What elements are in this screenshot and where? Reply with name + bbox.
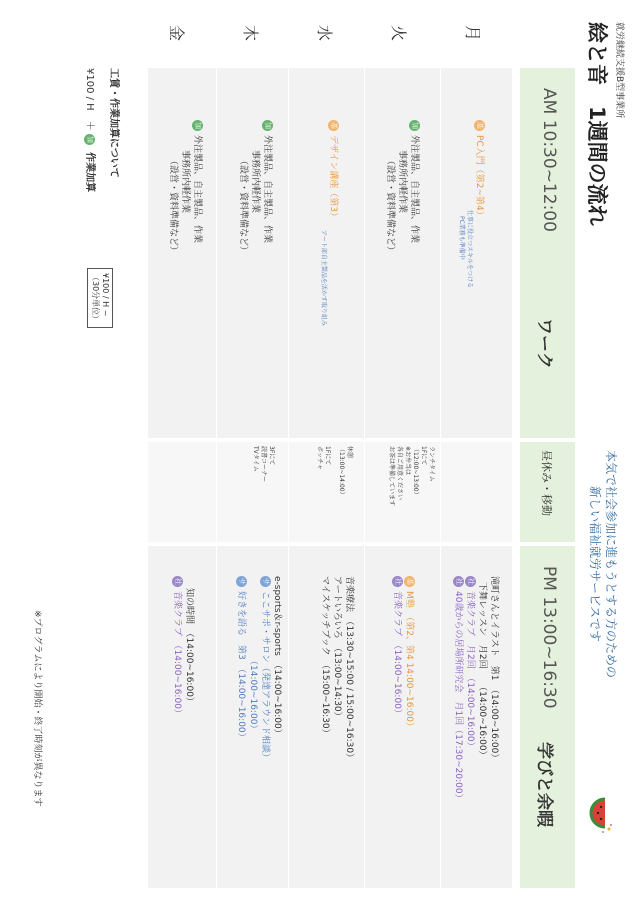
thu-pm-3: （14:00~16:00）: [248, 656, 258, 734]
am-header: [520, 68, 575, 438]
mon-pm-4: 40歳からの居場所研究会 月1回（17:30~20:00）: [453, 591, 463, 803]
tag-sh-icon: 社: [455, 578, 463, 585]
tue-am: [384, 120, 420, 255]
tag-ka-icon: 加: [194, 122, 202, 129]
row-divider: [440, 68, 441, 888]
tue-break-1: ランチタイム: [428, 446, 435, 482]
formula-right: 作業加算: [84, 152, 95, 193]
tue-break-5: 各自ご用意ください: [396, 446, 403, 501]
price-box: [87, 268, 113, 328]
thu-am-2: 事務所内軽作業: [250, 150, 260, 214]
day-wed: 水: [315, 24, 334, 41]
tag-ka-icon: 加: [411, 122, 419, 129]
wed-pm-1: 音楽療法 （13:30~15:00 / 15:00~16:30）: [344, 576, 354, 763]
break-header: [520, 442, 575, 542]
mon-pm-2: 下舞レッスン 月2回 （14:00~16:00）: [477, 582, 487, 760]
tag-ka-icon: 加: [264, 122, 272, 129]
wed-am: [319, 120, 339, 326]
footer-note: ※プログラムにより開始・終了時刻が異なります: [32, 610, 42, 807]
tue-am-1: 外注製品、自主製品、作業: [409, 135, 419, 244]
tag-ki-icon: 基: [476, 122, 484, 129]
mon-pm-1: 滝町さんとイラスト 第1 （14:00~16:00）: [489, 576, 499, 763]
footer-title: 工賃・作業加算について: [108, 68, 119, 178]
tag-sa-icon: サ: [262, 578, 270, 585]
thu-break-3: TVタイム: [252, 446, 259, 472]
pm-label: 学びと余暇: [534, 742, 554, 827]
tue-break-4: ※お弁当は: [404, 446, 411, 476]
am-label: ワーク: [534, 318, 554, 369]
am-time: AM 10:30~12:00: [539, 88, 559, 232]
tue-break-2: 1Fにて: [420, 446, 427, 466]
thu-am-1: 外注製品、自主製品、作業: [262, 135, 272, 244]
tue-break-3: （12:00~13:00）: [412, 446, 419, 498]
tue-pm-1: M塾 （第2、第4 14:00~16:00）: [404, 591, 414, 731]
thu-pm-2: ここサポ・サロン（発達アラウンド相談）: [260, 591, 270, 763]
tue-pm-2: 音楽クラブ （14:00~16:00）: [392, 591, 402, 718]
tue-am-3: （設営・資料準備など）: [385, 156, 395, 256]
formula-left: ¥100 / H ＋: [84, 68, 95, 131]
wed-am-note: アート部自主製品を活かす取り組み: [320, 230, 327, 326]
price-box-1: ¥100 / H ~: [101, 273, 110, 317]
day-thu: 木: [241, 24, 260, 41]
footer: [108, 68, 123, 178]
mon-pm: [452, 576, 500, 803]
tag-sh-icon: 社: [394, 578, 402, 585]
mon-am-note-1: 仕事に役立つスキルをつける: [466, 210, 473, 288]
tag-sa-icon: サ: [238, 578, 246, 585]
wed-pm-3: マイスケッチブック （15:00~16:30）: [320, 576, 330, 738]
wed-pm-2: アートいろいろ （13:00~14:30）: [332, 576, 342, 721]
thu-am: [237, 120, 273, 255]
footer-formula: [84, 68, 99, 192]
price-box-2: （30分単位）: [91, 273, 100, 324]
break-label: 昼休み・移動: [540, 450, 553, 516]
fri-am-2: 事務所内軽作業: [180, 150, 190, 214]
tag-ki-icon: 基: [330, 122, 338, 129]
thu-break-1: 3Fにて: [268, 446, 275, 466]
page-title: 絵と音 1週間の流れ: [585, 22, 609, 226]
tag-sh-icon: 社: [467, 578, 475, 585]
tue-break-6: お茶は準備しています: [388, 446, 395, 507]
thu-pm-1: e-sports＆r-sports （14:00~16:00）: [272, 576, 282, 738]
tagline-line-2: 新しい福祉就労サービスです: [588, 486, 602, 643]
tag-ka-icon: 加: [86, 135, 95, 143]
thu-pm: [235, 576, 283, 762]
org-name: 就労継続支援B型事業所: [614, 22, 624, 119]
wed-pm: [319, 576, 355, 762]
tagline: [587, 450, 619, 678]
pm-time: PM 13:00~16:30: [539, 566, 559, 709]
thu-break: [251, 446, 275, 482]
fri-am: [167, 120, 203, 255]
mon-am: [457, 120, 485, 288]
fri-pm: [171, 576, 195, 718]
wed-break-2: （13:00~14:00）: [338, 446, 345, 498]
tag-ki-icon: 基: [406, 578, 414, 585]
mon-am-note-2: PC業務も準備中: [458, 216, 465, 260]
pm-header: [520, 546, 575, 888]
tue-break: [387, 446, 435, 506]
thu-pm-4: 好きを語る 第3 （14:00~16:00）: [236, 591, 246, 742]
wed-break-1: 休憩: [346, 446, 353, 459]
mon-am-text: PC入門（第2~第4）: [474, 135, 484, 220]
row-divider: [364, 68, 365, 888]
day-fri: 金: [167, 24, 186, 41]
fri-am-3: （設営・資料準備など）: [168, 156, 178, 256]
watermelon-logo: [579, 795, 613, 835]
day-tue: 火: [389, 24, 408, 41]
fri-am-1: 外注製品、自主製品、作業: [192, 135, 202, 244]
tagline-line-1: 本気で社会参加に進もうとする方のための: [604, 450, 618, 679]
row-divider: [288, 68, 289, 888]
fri-pm-1: 知の時間 （14:00~16:00）: [184, 588, 194, 706]
wed-am-text: デザイン講座（第3）: [328, 135, 338, 222]
wed-break-4: ボッチャ: [316, 446, 323, 470]
row-divider: [216, 68, 217, 888]
wed-break: [315, 446, 353, 498]
thu-break-2: 読書コーナー: [260, 446, 267, 483]
tue-am-2: 事務所内軽作業: [397, 150, 407, 214]
wed-break-3: 1Fにて: [324, 446, 331, 466]
day-mon: 月: [463, 24, 482, 41]
tue-pm: [391, 576, 415, 731]
mon-pm-3: 音楽クラブ 月2回 （14:00~16:00）: [465, 591, 475, 751]
fri-pm-2: 音楽クラブ （14:00~16:00）: [172, 591, 182, 718]
thu-am-3: （設営・資料準備など）: [238, 156, 248, 256]
tag-sh-icon: 社: [174, 578, 182, 585]
